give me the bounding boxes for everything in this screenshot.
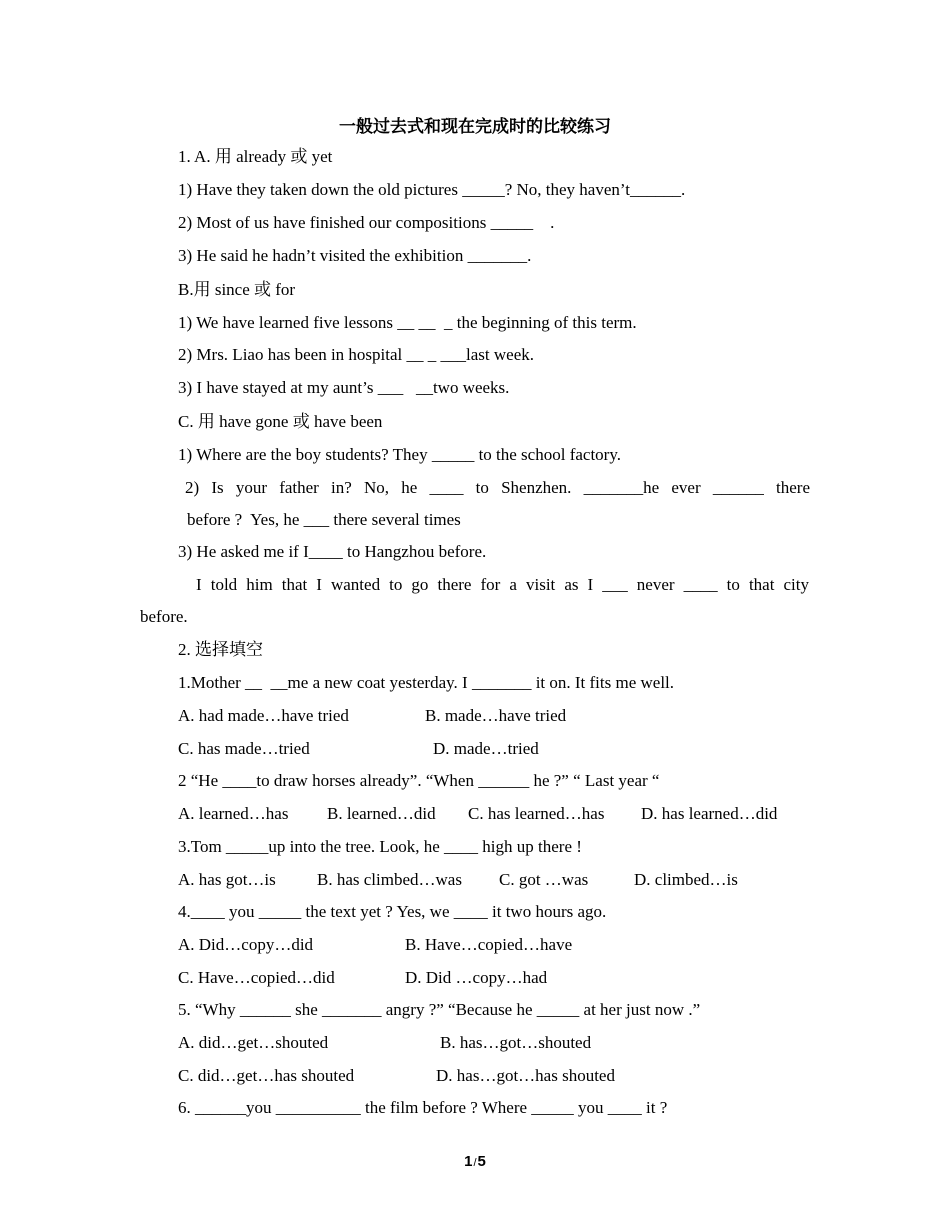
section-b-heading: B.用 since 或 for [178,280,296,299]
section-a-item-3: 3) He said he hadn’t visited the exhibition _______. [178,246,532,265]
question-1-option-b: B. made…have tried [425,706,567,725]
section-b-item-2: 2) Mrs. Liao has been in hospital __ _ ___last week. [178,345,534,364]
section-2-heading: 2. 选择填空 [178,640,263,659]
question-1-option-d: D. made…tried [433,739,539,758]
question-2-option-a: A. learned…has [178,804,289,823]
section-c-item-3-continuation: I told him that I wanted to go there for a visit as I ___ never ____ to that city [196,575,809,594]
question-4-option-d: D. Did …copy…had [405,968,548,987]
question-5-stem: 5. “Why ______ she _______ angry ?” “Because he _____ at her just now .” [178,1000,701,1019]
section-c-item-1: 1) Where are the boy students? They _____ to the school factory. [178,445,621,464]
question-3-option-d: D. climbed…is [634,870,738,889]
section-b-item-1: 1) We have learned five lessons __ __ _ the beginning of this term. [178,313,637,332]
question-6-stem: 6. ______you __________ the film before ? Where _____ you ____ it ? [178,1098,668,1117]
section-c-item-2-line-1: 2) Is your father in? No, he ____ to Shenzhen. _______he ever ______ there [185,478,810,497]
question-4-stem: 4.____ you _____ the text yet ? Yes, we ____ it two hours ago. [178,902,607,921]
question-2-option-d: D. has learned…did [641,804,778,823]
question-4-option-a: A. Did…copy…did [178,935,314,954]
section-a-item-2: 2) Most of us have finished our compositions _____ . [178,213,555,232]
section-a-item-1: 1) Have they taken down the old pictures _____? No, they haven’t______. [178,180,686,199]
question-3-option-c: C. got …was [499,870,589,889]
question-5-option-c: C. did…get…has shouted [178,1066,355,1085]
question-4-option-b: B. Have…copied…have [405,935,573,954]
section-c-item-2-line-2: before ? Yes, he ___ there several times [187,510,461,529]
question-1-option-a: A. had made…have tried [178,706,349,725]
section-a-heading: 1. A. 用 already 或 yet [178,147,333,166]
page-number-separator: / [473,1157,477,1169]
question-5-option-b: B. has…got…shouted [440,1033,592,1052]
page-number-total: 5 [477,1153,486,1170]
question-2-stem: 2 “He ____to draw horses already”. “When ______ he ?” “ Last year “ [178,771,660,790]
section-b-item-3: 3) I have stayed at my aunt’s ___ __two weeks. [178,378,510,397]
question-3-option-b: B. has climbed…was [317,870,462,889]
question-4-option-c: C. Have…copied…did [178,968,335,987]
question-2-option-b: B. learned…did [327,804,436,823]
section-c-heading: C. 用 have gone 或 have been [178,412,383,431]
page-number-current: 1 [464,1153,473,1170]
question-3-option-a: A. has got…is [178,870,276,889]
page-title: 一般过去式和现在完成时的比较练习 [339,117,611,137]
page-number [0,1153,950,1170]
question-2-option-c: C. has learned…has [468,804,605,823]
question-5-option-a: A. did…get…shouted [178,1033,329,1052]
section-c-item-3: 3) He asked me if I____ to Hangzhou before. [178,542,487,561]
question-5-option-d: D. has…got…has shouted [436,1066,615,1085]
question-3-stem: 3.Tom _____up into the tree. Look, he ____ high up there ! [178,837,582,856]
question-1-option-c: C. has made…tried [178,739,310,758]
question-1-stem: 1.Mother __ __me a new coat yesterday. I _______ it on. It fits me well. [178,673,675,692]
section-c-item-3-continuation-end: before. [140,607,188,626]
